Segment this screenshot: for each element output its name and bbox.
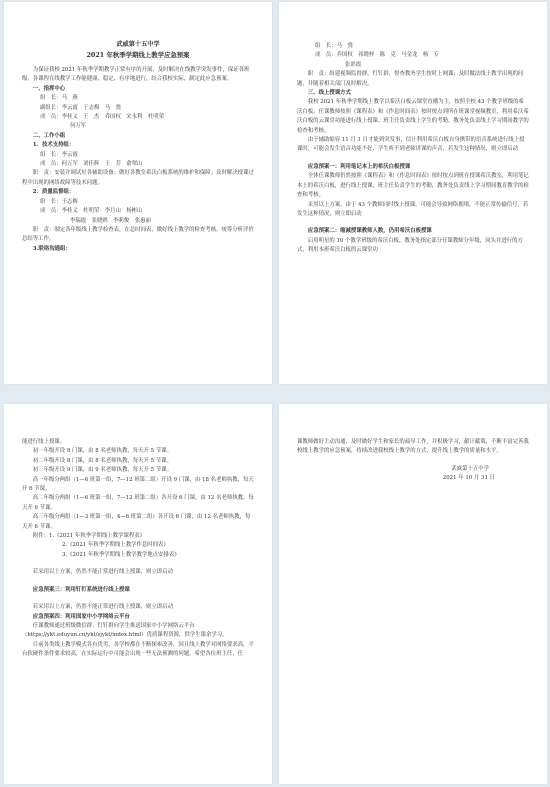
plan-one-paragraph-2: 采用以上方案，由于 43 个教师同时线上授课，可能会导致网络拥堵，不能正常传输信号，若发生这种情况，则立即启动 — [297, 201, 529, 217]
method-paragraph: 我校 2021 年秋季学期线上教学以希沃白板云课堂直播为主，按照全校 43 个教学班级的希沃白板，任课教师按照《课程表》和《作息时间表》按时按点到所在班课堂视频教室，利用希沃希沃白板的云课堂功能进行线上授课。班主任负责线上学生的考勤，教务处负责线上学习期间教学的检查和考核。 — [297, 99, 529, 134]
schedule-line: 初二年级开设 8 门课，由 8 名老师执教，每天开 5 节课。 — [32, 457, 172, 464]
contact-members-line-cont: 张彩霞 — [345, 61, 362, 68]
subsection-heading: 3.联络沟通组： — [32, 245, 71, 252]
section-heading: 一、指挥中心 — [32, 85, 66, 92]
document-page-4 — [279, 404, 547, 784]
quality-members-line-cont: 李瑞霞 张晓鸥 李莉俊 张惠丽 — [70, 217, 151, 224]
document-page-1 — [4, 2, 272, 384]
schedule-line: 初一年级开设 8 门课，由 8 名老师执教，每天开 5 节课。 — [32, 448, 172, 455]
tech-members-line: 成 员：何万军 刘佳辉 王 芳 俞翠山 — [40, 161, 143, 168]
plan-four-paragraph: 任课教师通过班级微信群、钉钉群向学生推送国家中小学网络云平台（https://ykt.eduyun.cn/ykt/sjykt/index.html）优质课程资源，供学生课余学习。 — [22, 622, 228, 639]
tech-leader-line: 组 长：李云霞 — [40, 151, 78, 158]
contact-leader-line: 组 长：马 骁 — [315, 43, 353, 49]
contact-duty-paragraph: 职 责：组建视频监督群，钉钉群，督查教务学生按时上网课；及时做法线上教学出现的问题，并随着相关部门及时解决。 — [297, 71, 524, 87]
plan-two-heading: 应急预案二：缩减授课教师人数，仍用希沃白板授课 — [307, 228, 432, 235]
note-paragraph-2: 若采用以上方案，仍然不能正常进行线上授课，则立即启动 — [32, 604, 173, 611]
section-heading: 二、工作小组 — [32, 132, 66, 139]
intro-paragraph: 为保证我校 2021 年秋季学期教学正常有序的开展，及时解决在线教学突发事件，保证各班级、各课程在线教学工作能健康、稳定、有序地进行，结合我校实际，制定此应急预案。 — [22, 67, 250, 83]
plan-four-heading: 应急预案四：利用国家中小学网络云平台 — [32, 613, 130, 620]
leader-line: 组 长：马 燕 — [40, 95, 78, 102]
schedule-line: 高一年级分两组（1—6 班第一组，7—12 班第二组）开设 9 门课，由 18 名老师执教，每天开 6 节课。 — [22, 476, 254, 493]
quality-members-line: 成 员：李桂义 杜明荣 李月山 杨彬山 — [40, 208, 143, 215]
school-name: 武威第十五中学 — [116, 41, 160, 48]
plan-two-paragraph: 启用明星的 10 个教学班级的希沃白板，教务处指定部分任课教师分年级，同头并进行的方式，利用本班希沃白板的云课堂功 — [297, 237, 523, 254]
plan-one-heading: 应急预案一：利用笔记本上的希沃白板授课 — [307, 163, 411, 170]
contact-members-line: 成 员：乔国权 祁晓梓 陈 克 马金龙 杨 专 — [315, 52, 439, 59]
attachment-line: 2.《2021 年秋季学期线上教学作息时间表》 — [62, 542, 169, 549]
signature-date: 2021 年 10 月 31 日 — [442, 475, 495, 482]
quality-leader-line: 组 长：于志梅 — [40, 198, 78, 205]
continuation-line: 能进行线上授课。 — [22, 439, 66, 445]
section-heading: 三、线上授课方式 — [307, 90, 351, 97]
signature-school: 武威第十五中学 — [451, 465, 489, 472]
document-page-2 — [279, 2, 547, 384]
attachment-line: 3.《2021 年秋季学期线上教学教学地点安排表》 — [62, 551, 180, 558]
closing-paragraph-cont: 课教师做好主动沟通，及时做好学生和家长的疏导工作，并积极学习，献计献策，不断丰富完善我校线上教学的应急预案，持续改进我校线上教学的方式，提升线上教学的质量和水平。 — [297, 439, 529, 455]
schedule-line: 高三年级分两组（1—3 班第一组，4—6 班第二组）各开设 6 门课，由 12 名老师执教，每天开 6 节课。 — [22, 514, 251, 530]
vice-leader-line: 副组长：李云霞 于志梅 马 骁 — [40, 104, 121, 111]
plan-three-heading: 应急预案三：利用钉钉系统进行线上授课 — [32, 586, 130, 593]
plan-one-paragraph: 全体任课教师仍然按照《课程表》和《作息时间表》按时按点到班在授课希沃教室，利用笔记本上的希沃白板，进行线上授课，班主任负责学生的考勤，教务处负责线上学习期间教育教学的检查和考核。 — [297, 173, 529, 199]
schedule-line: 初三年级开设 9 门课，由 9 名老师执教，每天开 5 节课。 — [32, 467, 172, 474]
subsection-heading: 2．质量监督组： — [32, 189, 75, 196]
document-title: 2021 年秋季学期线上教学应急预案 — [86, 51, 190, 59]
schedule-line: 高二年级分两组（1—6 班第一组，7—12 班第二组）各开设 6 门课，由 12 名老师执教，每天开 6 节课。 — [22, 495, 254, 511]
members-line: 成 员：李桂义 王 杰 乔国权 宋永利 杜明荣 — [40, 114, 164, 121]
attachment-line: 附件：1.《2021 年秋季学期线上教学课程表》 — [32, 533, 146, 540]
document-page-3 — [4, 404, 272, 784]
method-paragraph-2: 由于辅助缩容 11 月 1 日才能到突发事，信计利用希沃白板自身携带的语音系统进行线上授课时，可能会发生语音功能不好、学生听不到老师讲课的声音，若发生这种情况，则立即启动 — [297, 137, 525, 153]
closing-paragraph: 目前各类线上教学模式各有优劣，各学校都在不断探索改善，因且线上教学对网络要求高，平台软硬件条件要求较高，在实际运行中可能会出现一些无法预测的问题，希望各位班主任、任 — [22, 641, 254, 658]
tech-duty-paragraph: 职 责：安装并调试好各辅助设备；做好各教室希沃白板系统的维护和保障；及时解决授课过程中出现的网络故障等技术问题。 — [22, 170, 254, 186]
note-paragraph: 若采用以上方案，仍然不能正常进行线上授课，则立即启动 — [32, 569, 173, 576]
quality-duty-paragraph: 职 责：制定各年级线上教学检查表，在总时间表，做好线上教学的检查考核，统筹分析评价总结等工作。 — [22, 226, 254, 243]
subsection-heading: 1．技术支持组： — [32, 142, 75, 149]
members-line-cont: 何万军 — [70, 123, 87, 130]
